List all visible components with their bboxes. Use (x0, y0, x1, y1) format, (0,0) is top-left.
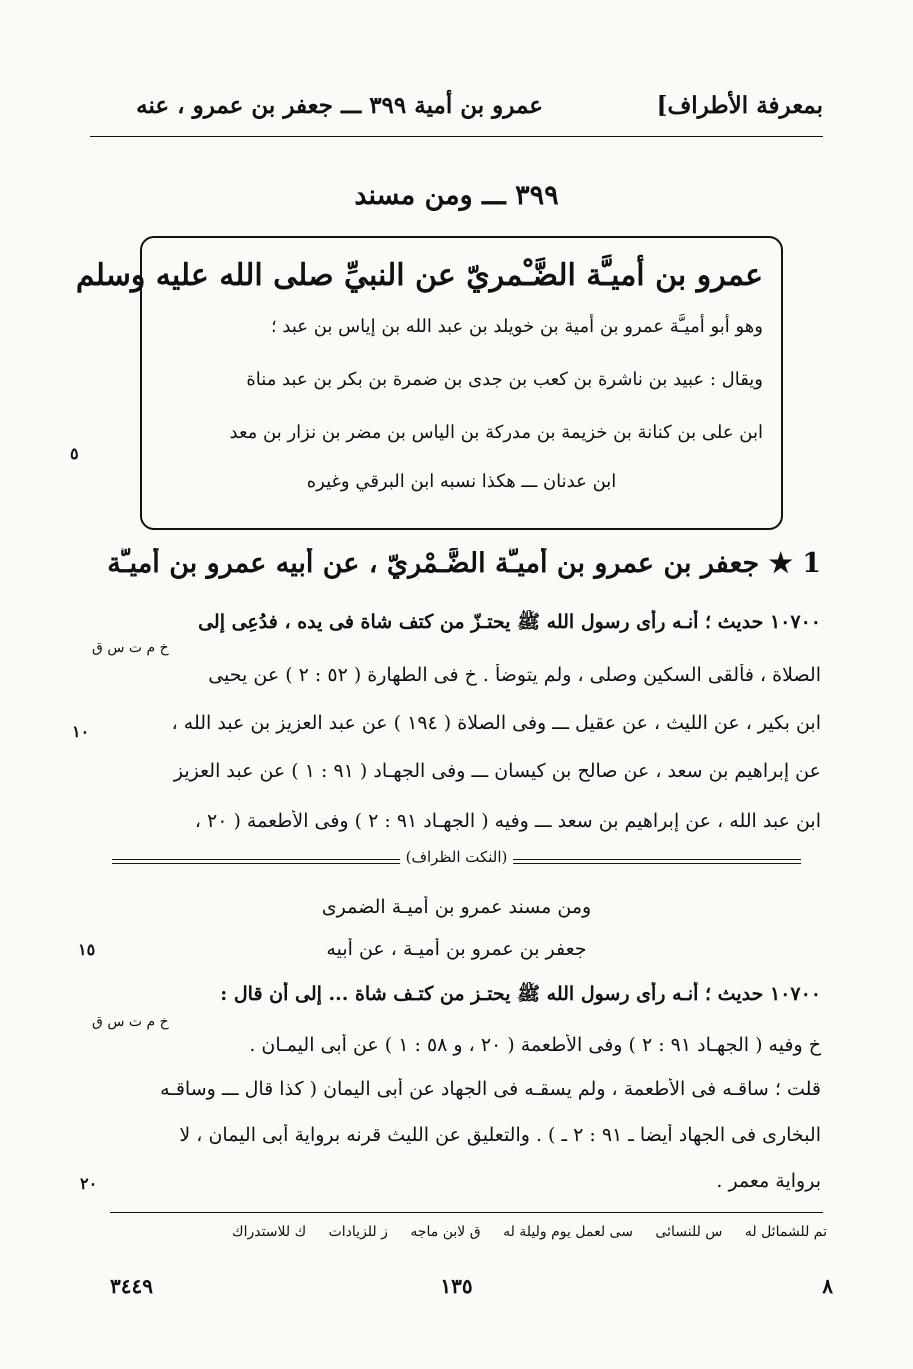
header-right: بمعرفة الأطراف] (656, 92, 823, 119)
box-line: وهو أبو أميـَّة عمرو بن أمية بن خويلد بن عبد الله بن إياس بن عبد ؛ (270, 316, 763, 337)
musnad-title: ٣٩٩ ـــ ومن مسند (354, 180, 559, 211)
running-header (90, 92, 823, 132)
hadith-line: عن إبراهيم بن سعد ، عن صالح بن كيسان ـــ وفى الجهـاد ( ٩١ : ١ ) عن عبد العزيز (173, 760, 821, 782)
legend-item: تم للشمائل له (744, 1224, 827, 1240)
line-number: ١٠ (72, 722, 90, 741)
nukat-line: خ وفيه ( الجهـاد ٩١ : ٢ ) وفى الأطعمة ( ٢٠ ، و ٥٨ : ١ ) عن أبى اليمـان . (249, 1034, 821, 1056)
biography-box (75, 236, 783, 530)
nukat-subheading: جعفر بن عمرو بن أميـة ، عن أبيه (326, 938, 587, 960)
page-number-left: ٣٤٤٩ (110, 1274, 153, 1298)
hadith-line: ابن بكير ، عن الليث ، عن عقيل ـــ وفى الصلاة ( ١٩٤ ) عن عبد العزيز بن عبد الله ، (171, 712, 821, 734)
line-number: ١٥ (78, 940, 96, 959)
footer-rule (110, 1212, 823, 1213)
legend-item: سى لعمل يوم وليلة له (503, 1224, 633, 1240)
nukat-line: قلت ؛ ساقـه فى الأطعمة ، ولم يسقـه فى الجهاد عن أبى اليمان ( كذا قال ـــ وساقـه (160, 1078, 821, 1100)
nukat-line: ١٠٧٠٠ حديث ؛ أنـه رأى رسول الله ﷺ يحتـز من كتـف شاة ... إلى أن قال : (220, 983, 821, 1005)
line-number: ٢٠ (80, 1174, 98, 1193)
nukat-heading: ومن مسند عمرو بن أميـة الضمرى (321, 896, 592, 918)
separator-label: (النكت الظراف) (400, 848, 514, 866)
nukat-line: البخارى فى الجهاد أيضا ـ ٩١ : ٢ ـ ) . والتعليق عن الليث قرنه برواية أبى اليمان ، لا (179, 1124, 821, 1146)
legend-item: س للنسائى (655, 1224, 723, 1240)
line-number: ٥ (70, 444, 79, 463)
box-line: ابن عدنان ـــ هكذا نسبه ابن البرقي وغيره (306, 471, 617, 492)
header-rule (90, 136, 823, 137)
nukat-separator (112, 848, 801, 870)
hadith-line: ابن عبد الله ، عن إبراهيم بن سعد ـــ وفيه ( الجهـاد ٩١ : ٢ ) وفى الأطعمة ( ٢٠ ، (194, 810, 821, 832)
legend-item: ك للاستدراك (232, 1224, 307, 1240)
nukat-line: برواية معمر . (716, 1170, 821, 1192)
page-number-right: ٨ (822, 1274, 833, 1298)
header-middle: عمرو بن أمية ٣٩٩ ـــ جعفر بن عمرو ، عنه (136, 92, 543, 119)
section-heading: 1 ★ جعفر بن عمرو بن أميـَّة الضَّـمْرِيّ ، عن أبيه عمرو بن أميـَّة (107, 548, 821, 579)
margin-symbols: خ م ت س ق (92, 640, 169, 656)
margin-symbols: خ م ت س ق (92, 1014, 169, 1030)
legend-item: ق لابن ماجه (410, 1224, 481, 1240)
hadith-line: الصلاة ، فألقى السكين وصلى ، ولم يتوضأ . خ فى الطهارة ( ٥٢ : ٢ ) عن يحيى (208, 664, 821, 686)
page-number-center: ١٣٥ (440, 1274, 473, 1298)
hadith-line: ١٠٧٠٠ حديث ؛ أنـه رأى رسول الله ﷺ يحتـزّ من كتف شاة فى يده ، فدُعِى إلى (198, 611, 821, 633)
box-heading: عمرو بن أميـَّة الضَّـْمريّ عن النبيِّ صلى الله عليه وسلم (75, 258, 763, 293)
footer-legend (110, 1224, 827, 1240)
box-line: ابن على بن كنانة بن خزيمة بن مدركة بن الياس بن مضر بن نزار بن معد (229, 422, 763, 443)
box-line: ويقال : عبيد بن ناشرة بن كعب بن جدى بن ضمرة بن بكر بن عبد مناة (246, 369, 763, 390)
legend-item: ز للزيادات (328, 1224, 388, 1240)
